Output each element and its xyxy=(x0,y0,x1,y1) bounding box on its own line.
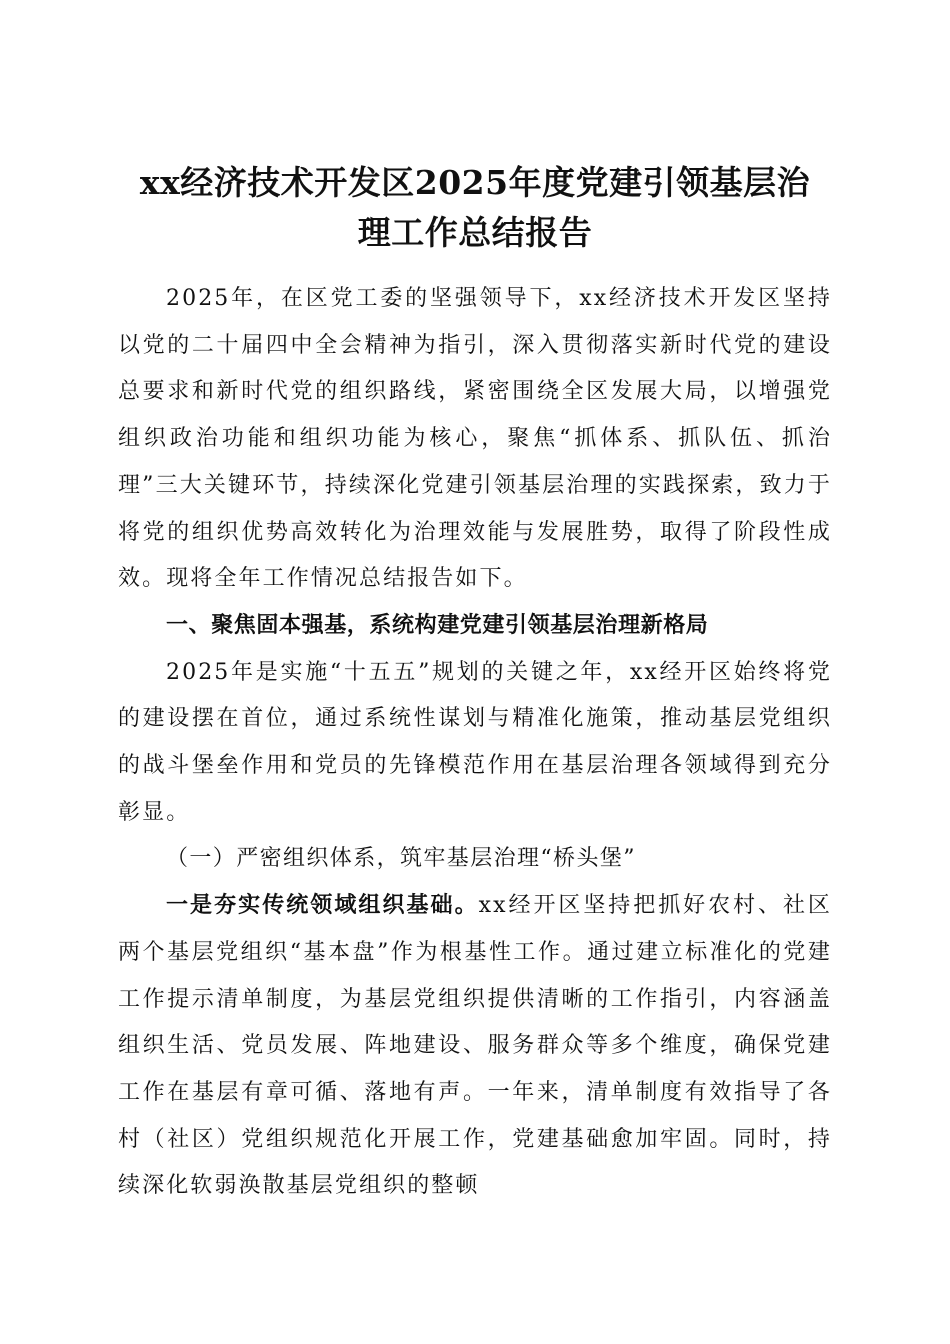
point-1-lead: 一是夯实传统领域组织基础。 xyxy=(166,893,479,919)
subsection-1-heading: （一）严密组织体系，筑牢基层治理“桥头堡” xyxy=(166,846,636,872)
intro-paragraph: 2025年，在区党工委的坚强领导下，xx经济技术开发区坚持以党的二十届四中全会精神为指引，深入贯彻落实新时代党的建设总要求和新时代党的组织路线，紧密围绕全区发展大局，以增强党组织政治功能和组织功能为核心，聚焦“抓体系、抓队伍、抓治理”三大关键环节，持续深化党建引领基层治理的实践探索，致力于将党的组织优势高效转化为治理效能与发展胜势，取得了阶段性成效。现将全年工作情况总结报告如下。 xyxy=(118,286,832,592)
document-title xyxy=(100,158,850,258)
section-1-heading: 一、聚焦固本强基，系统构建党建引领基层治理新格局 xyxy=(166,612,709,638)
title-line-1: xx经济技术开发区2025年度党建引领基层治 xyxy=(139,163,811,203)
point-1-text: xx经开区坚持把抓好农村、社区两个基层党组织“基本盘”作为根基性工作。通过建立标准化的党建工作提示清单制度，为基层党组织提供清晰的工作指引，内容涵盖组织生活、党员发展、阵地建设、服务群众等多个维度，确保党建工作在基层有章可循、落地有声。一年来，清单制度有效指导了各村（社区）党组织规范化开展工作，党建基础愈加牢固。同时，持续深化软弱涣散基层党组织的整顿 xyxy=(118,893,832,1199)
point-1-paragraph xyxy=(118,883,832,1210)
section-1-paragraph: 2025年是实施“十五五”规划的关键之年，xx经开区始终将党的建设摆在首位，通过系统性谋划与精准化施策，推动基层党组织的战斗堡垒作用和党员的先锋模范作用在基层治理各领域得到充分彰显。 xyxy=(118,659,832,825)
document-body xyxy=(118,276,832,1210)
title-line-2: 理工作总结报告 xyxy=(357,213,593,253)
